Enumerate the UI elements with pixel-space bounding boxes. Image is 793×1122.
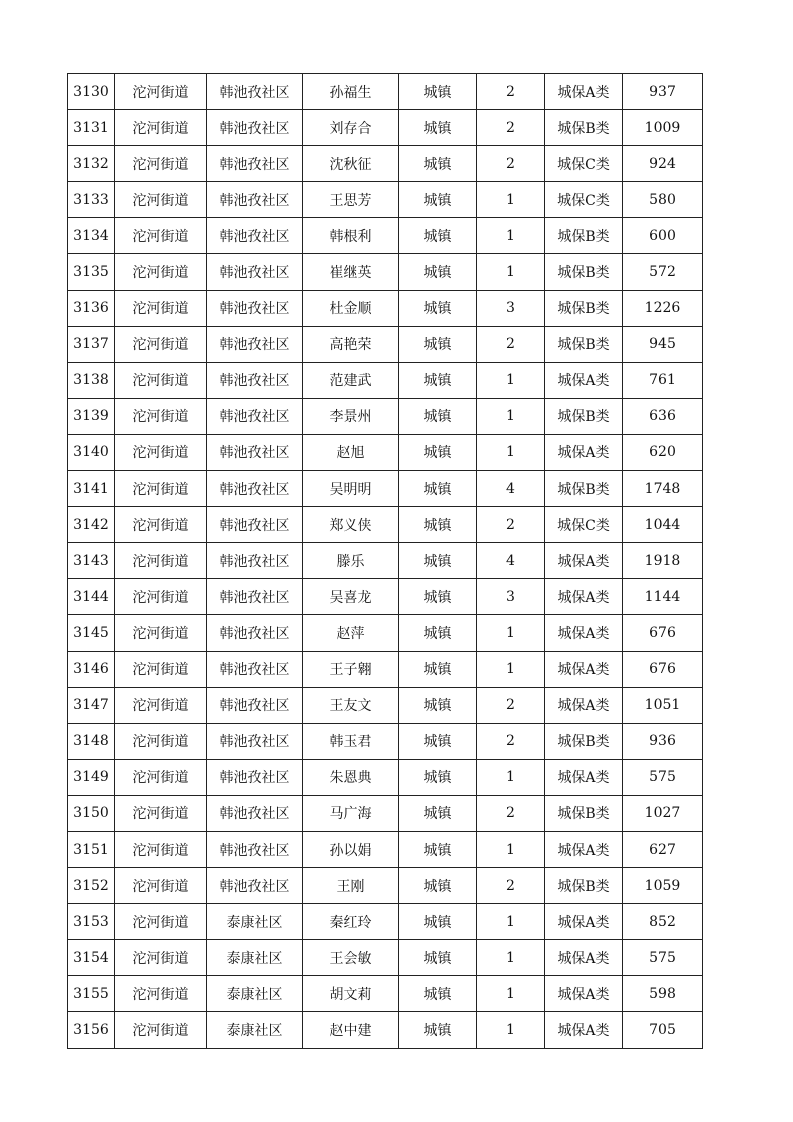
- household-count-cell: 3: [477, 579, 545, 615]
- area-type-cell: 城镇: [399, 182, 477, 218]
- amount-cell: 1027: [623, 795, 703, 831]
- table-row: [68, 543, 703, 579]
- amount-cell: 1009: [623, 110, 703, 146]
- category-cell: 城保A类: [545, 904, 623, 940]
- community-cell: 韩池孜社区: [207, 326, 303, 362]
- amount-cell: 705: [623, 1012, 703, 1048]
- category-cell: 城保A类: [545, 831, 623, 867]
- table-row: [68, 579, 703, 615]
- name-cell: 吴喜龙: [303, 579, 399, 615]
- table-row: [68, 868, 703, 904]
- household-count-cell: 1: [477, 182, 545, 218]
- row-id-cell: 3151: [68, 831, 115, 867]
- amount-cell: 620: [623, 434, 703, 470]
- street-cell: 沱河街道: [115, 290, 207, 326]
- area-type-cell: 城镇: [399, 434, 477, 470]
- name-cell: 沈秋征: [303, 146, 399, 182]
- street-cell: 沱河街道: [115, 1012, 207, 1048]
- row-id-cell: 3156: [68, 1012, 115, 1048]
- area-type-cell: 城镇: [399, 723, 477, 759]
- category-cell: 城保A类: [545, 74, 623, 110]
- name-cell: 王友文: [303, 687, 399, 723]
- name-cell: 赵中建: [303, 1012, 399, 1048]
- category-cell: 城保A类: [545, 362, 623, 398]
- area-type-cell: 城镇: [399, 976, 477, 1012]
- community-cell: 韩池孜社区: [207, 471, 303, 507]
- row-id-cell: 3143: [68, 543, 115, 579]
- table-row: [68, 651, 703, 687]
- area-type-cell: 城镇: [399, 254, 477, 290]
- street-cell: 沱河街道: [115, 218, 207, 254]
- row-id-cell: 3138: [68, 362, 115, 398]
- household-count-cell: 1: [477, 1012, 545, 1048]
- community-cell: 韩池孜社区: [207, 110, 303, 146]
- row-id-cell: 3132: [68, 146, 115, 182]
- category-cell: 城保A类: [545, 759, 623, 795]
- household-count-cell: 1: [477, 976, 545, 1012]
- amount-cell: 676: [623, 615, 703, 651]
- community-cell: 韩池孜社区: [207, 687, 303, 723]
- category-cell: 城保A类: [545, 615, 623, 651]
- amount-cell: 937: [623, 74, 703, 110]
- street-cell: 沱河街道: [115, 146, 207, 182]
- table-row: [68, 940, 703, 976]
- name-cell: 王思芳: [303, 182, 399, 218]
- community-cell: 韩池孜社区: [207, 579, 303, 615]
- household-count-cell: 2: [477, 110, 545, 146]
- community-cell: 韩池孜社区: [207, 74, 303, 110]
- row-id-cell: 3146: [68, 651, 115, 687]
- amount-cell: 572: [623, 254, 703, 290]
- name-cell: 滕乐: [303, 543, 399, 579]
- category-cell: 城保A类: [545, 687, 623, 723]
- category-cell: 城保B类: [545, 868, 623, 904]
- amount-cell: 600: [623, 218, 703, 254]
- street-cell: 沱河街道: [115, 110, 207, 146]
- amount-cell: 598: [623, 976, 703, 1012]
- name-cell: 秦红玲: [303, 904, 399, 940]
- name-cell: 韩玉君: [303, 723, 399, 759]
- name-cell: 郑义侠: [303, 507, 399, 543]
- table-row: [68, 74, 703, 110]
- table-row: [68, 795, 703, 831]
- row-id-cell: 3134: [68, 218, 115, 254]
- street-cell: 沱河街道: [115, 254, 207, 290]
- area-type-cell: 城镇: [399, 290, 477, 326]
- community-cell: 韩池孜社区: [207, 868, 303, 904]
- area-type-cell: 城镇: [399, 868, 477, 904]
- name-cell: 崔继英: [303, 254, 399, 290]
- name-cell: 范建武: [303, 362, 399, 398]
- street-cell: 沱河街道: [115, 362, 207, 398]
- street-cell: 沱河街道: [115, 507, 207, 543]
- street-cell: 沱河街道: [115, 615, 207, 651]
- amount-cell: 945: [623, 326, 703, 362]
- community-cell: 泰康社区: [207, 1012, 303, 1048]
- row-id-cell: 3140: [68, 434, 115, 470]
- street-cell: 沱河街道: [115, 795, 207, 831]
- household-count-cell: 2: [477, 326, 545, 362]
- area-type-cell: 城镇: [399, 651, 477, 687]
- row-id-cell: 3136: [68, 290, 115, 326]
- category-cell: 城保B类: [545, 290, 623, 326]
- table-body: [68, 74, 703, 1049]
- area-type-cell: 城镇: [399, 110, 477, 146]
- row-id-cell: 3144: [68, 579, 115, 615]
- street-cell: 沱河街道: [115, 543, 207, 579]
- community-cell: 韩池孜社区: [207, 182, 303, 218]
- community-cell: 韩池孜社区: [207, 290, 303, 326]
- category-cell: 城保A类: [545, 651, 623, 687]
- community-cell: 泰康社区: [207, 904, 303, 940]
- category-cell: 城保B类: [545, 795, 623, 831]
- street-cell: 沱河街道: [115, 831, 207, 867]
- row-id-cell: 3145: [68, 615, 115, 651]
- category-cell: 城保B类: [545, 326, 623, 362]
- community-cell: 泰康社区: [207, 976, 303, 1012]
- table-row: [68, 471, 703, 507]
- table-row: [68, 218, 703, 254]
- household-count-cell: 1: [477, 362, 545, 398]
- street-cell: 沱河街道: [115, 976, 207, 1012]
- row-id-cell: 3149: [68, 759, 115, 795]
- area-type-cell: 城镇: [399, 74, 477, 110]
- row-id-cell: 3133: [68, 182, 115, 218]
- row-id-cell: 3131: [68, 110, 115, 146]
- household-count-cell: 1: [477, 831, 545, 867]
- area-type-cell: 城镇: [399, 579, 477, 615]
- category-cell: 城保A类: [545, 579, 623, 615]
- area-type-cell: 城镇: [399, 398, 477, 434]
- name-cell: 吴明明: [303, 471, 399, 507]
- household-count-cell: 1: [477, 904, 545, 940]
- amount-cell: 936: [623, 723, 703, 759]
- amount-cell: 1059: [623, 868, 703, 904]
- amount-cell: 1226: [623, 290, 703, 326]
- name-cell: 刘存合: [303, 110, 399, 146]
- table-row: [68, 326, 703, 362]
- category-cell: 城保B类: [545, 471, 623, 507]
- household-count-cell: 1: [477, 651, 545, 687]
- table-row: [68, 507, 703, 543]
- row-id-cell: 3137: [68, 326, 115, 362]
- household-count-cell: 1: [477, 218, 545, 254]
- table-row: [68, 434, 703, 470]
- household-count-cell: 2: [477, 507, 545, 543]
- household-count-cell: 2: [477, 74, 545, 110]
- area-type-cell: 城镇: [399, 471, 477, 507]
- street-cell: 沱河街道: [115, 579, 207, 615]
- table-row: [68, 398, 703, 434]
- area-type-cell: 城镇: [399, 146, 477, 182]
- name-cell: 韩根利: [303, 218, 399, 254]
- table-row: [68, 146, 703, 182]
- row-id-cell: 3141: [68, 471, 115, 507]
- table-row: [68, 615, 703, 651]
- household-count-cell: 1: [477, 254, 545, 290]
- street-cell: 沱河街道: [115, 687, 207, 723]
- amount-cell: 1144: [623, 579, 703, 615]
- table-row: [68, 182, 703, 218]
- household-count-cell: 2: [477, 795, 545, 831]
- name-cell: 王子翱: [303, 651, 399, 687]
- household-count-cell: 2: [477, 868, 545, 904]
- category-cell: 城保B类: [545, 398, 623, 434]
- name-cell: 赵旭: [303, 434, 399, 470]
- category-cell: 城保B类: [545, 218, 623, 254]
- area-type-cell: 城镇: [399, 831, 477, 867]
- amount-cell: 924: [623, 146, 703, 182]
- amount-cell: 852: [623, 904, 703, 940]
- table-row: [68, 290, 703, 326]
- table-row: [68, 1012, 703, 1048]
- household-count-cell: 1: [477, 615, 545, 651]
- amount-cell: 575: [623, 759, 703, 795]
- community-cell: 韩池孜社区: [207, 615, 303, 651]
- street-cell: 沱河街道: [115, 74, 207, 110]
- street-cell: 沱河街道: [115, 398, 207, 434]
- area-type-cell: 城镇: [399, 795, 477, 831]
- category-cell: 城保C类: [545, 507, 623, 543]
- row-id-cell: 3130: [68, 74, 115, 110]
- area-type-cell: 城镇: [399, 543, 477, 579]
- name-cell: 杜金顺: [303, 290, 399, 326]
- amount-cell: 575: [623, 940, 703, 976]
- community-cell: 泰康社区: [207, 940, 303, 976]
- table-row: [68, 687, 703, 723]
- row-id-cell: 3155: [68, 976, 115, 1012]
- community-cell: 韩池孜社区: [207, 398, 303, 434]
- row-id-cell: 3152: [68, 868, 115, 904]
- household-count-cell: 2: [477, 687, 545, 723]
- street-cell: 沱河街道: [115, 940, 207, 976]
- street-cell: 沱河街道: [115, 182, 207, 218]
- name-cell: 王刚: [303, 868, 399, 904]
- household-count-cell: 1: [477, 434, 545, 470]
- row-id-cell: 3139: [68, 398, 115, 434]
- street-cell: 沱河街道: [115, 868, 207, 904]
- street-cell: 沱河街道: [115, 471, 207, 507]
- category-cell: 城保A类: [545, 1012, 623, 1048]
- street-cell: 沱河街道: [115, 326, 207, 362]
- community-cell: 韩池孜社区: [207, 723, 303, 759]
- household-count-cell: 2: [477, 146, 545, 182]
- table-row: [68, 759, 703, 795]
- amount-cell: 1748: [623, 471, 703, 507]
- area-type-cell: 城镇: [399, 507, 477, 543]
- community-cell: 韩池孜社区: [207, 651, 303, 687]
- table-row: [68, 254, 703, 290]
- amount-cell: 1044: [623, 507, 703, 543]
- street-cell: 沱河街道: [115, 651, 207, 687]
- household-count-cell: 2: [477, 723, 545, 759]
- community-cell: 韩池孜社区: [207, 254, 303, 290]
- amount-cell: 761: [623, 362, 703, 398]
- household-count-cell: 3: [477, 290, 545, 326]
- name-cell: 赵萍: [303, 615, 399, 651]
- household-count-cell: 1: [477, 759, 545, 795]
- name-cell: 马广海: [303, 795, 399, 831]
- category-cell: 城保B类: [545, 254, 623, 290]
- household-count-cell: 4: [477, 543, 545, 579]
- row-id-cell: 3154: [68, 940, 115, 976]
- table-row: [68, 904, 703, 940]
- table-row: [68, 362, 703, 398]
- row-id-cell: 3135: [68, 254, 115, 290]
- amount-cell: 580: [623, 182, 703, 218]
- category-cell: 城保B类: [545, 110, 623, 146]
- amount-cell: 1051: [623, 687, 703, 723]
- community-cell: 韩池孜社区: [207, 759, 303, 795]
- household-count-cell: 1: [477, 398, 545, 434]
- row-id-cell: 3147: [68, 687, 115, 723]
- street-cell: 沱河街道: [115, 723, 207, 759]
- area-type-cell: 城镇: [399, 326, 477, 362]
- row-id-cell: 3150: [68, 795, 115, 831]
- table-row: [68, 831, 703, 867]
- name-cell: 胡文莉: [303, 976, 399, 1012]
- street-cell: 沱河街道: [115, 904, 207, 940]
- street-cell: 沱河街道: [115, 434, 207, 470]
- street-cell: 沱河街道: [115, 759, 207, 795]
- category-cell: 城保A类: [545, 940, 623, 976]
- community-cell: 韩池孜社区: [207, 146, 303, 182]
- amount-cell: 636: [623, 398, 703, 434]
- amount-cell: 627: [623, 831, 703, 867]
- area-type-cell: 城镇: [399, 940, 477, 976]
- community-cell: 韩池孜社区: [207, 507, 303, 543]
- table-row: [68, 110, 703, 146]
- name-cell: 朱恩典: [303, 759, 399, 795]
- row-id-cell: 3142: [68, 507, 115, 543]
- community-cell: 韩池孜社区: [207, 218, 303, 254]
- amount-cell: 676: [623, 651, 703, 687]
- category-cell: 城保A类: [545, 543, 623, 579]
- table-row: [68, 976, 703, 1012]
- community-cell: 韩池孜社区: [207, 543, 303, 579]
- row-id-cell: 3148: [68, 723, 115, 759]
- name-cell: 王会敏: [303, 940, 399, 976]
- name-cell: 李景州: [303, 398, 399, 434]
- area-type-cell: 城镇: [399, 687, 477, 723]
- area-type-cell: 城镇: [399, 1012, 477, 1048]
- relief-roster-table: [67, 73, 703, 1049]
- category-cell: 城保A类: [545, 976, 623, 1012]
- name-cell: 孙以娟: [303, 831, 399, 867]
- household-count-cell: 1: [477, 940, 545, 976]
- area-type-cell: 城镇: [399, 904, 477, 940]
- table-row: [68, 723, 703, 759]
- row-id-cell: 3153: [68, 904, 115, 940]
- community-cell: 韩池孜社区: [207, 795, 303, 831]
- area-type-cell: 城镇: [399, 615, 477, 651]
- area-type-cell: 城镇: [399, 759, 477, 795]
- community-cell: 韩池孜社区: [207, 831, 303, 867]
- community-cell: 韩池孜社区: [207, 362, 303, 398]
- community-cell: 韩池孜社区: [207, 434, 303, 470]
- name-cell: 孙福生: [303, 74, 399, 110]
- household-count-cell: 4: [477, 471, 545, 507]
- category-cell: 城保C类: [545, 182, 623, 218]
- category-cell: 城保C类: [545, 146, 623, 182]
- category-cell: 城保B类: [545, 723, 623, 759]
- category-cell: 城保A类: [545, 434, 623, 470]
- area-type-cell: 城镇: [399, 362, 477, 398]
- area-type-cell: 城镇: [399, 218, 477, 254]
- name-cell: 高艳荣: [303, 326, 399, 362]
- amount-cell: 1918: [623, 543, 703, 579]
